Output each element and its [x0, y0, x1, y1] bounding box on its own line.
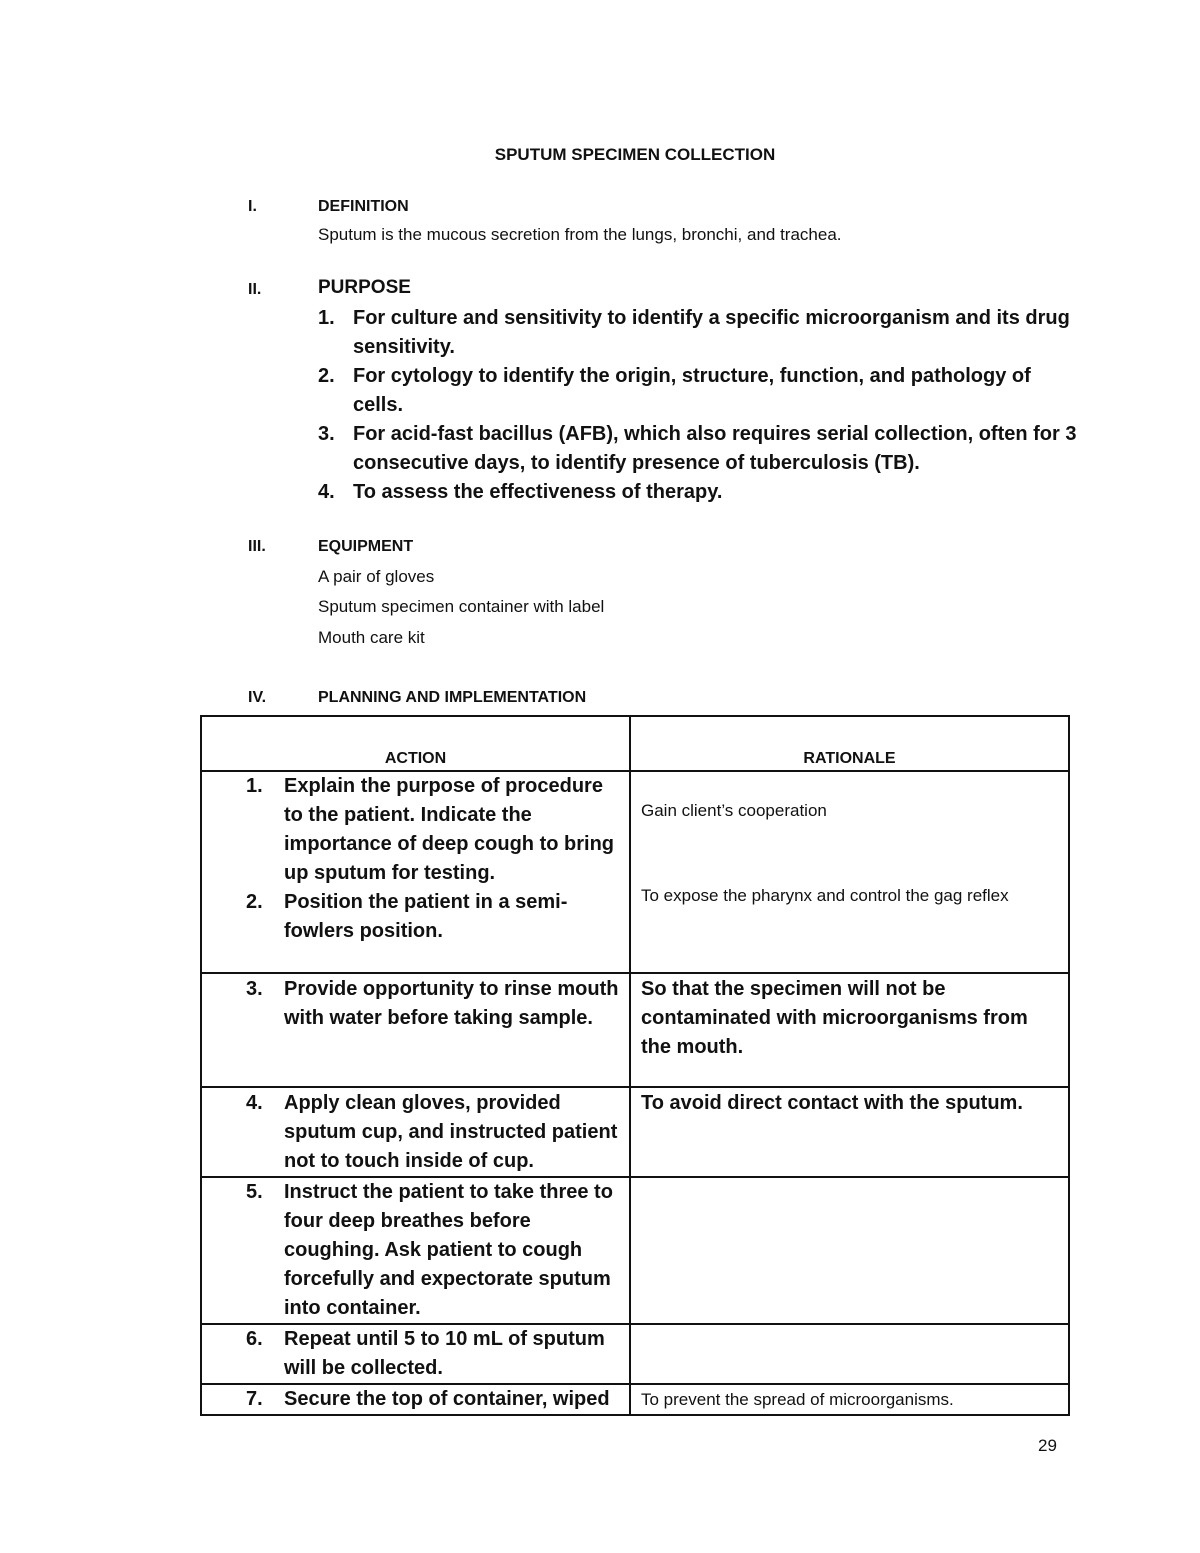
step-number: 2. — [246, 891, 263, 913]
table-row — [201, 973, 1069, 1087]
step-text: Explain the purpose of procedure to the patient. Indicate the importance of deep cough to bring up sputum for testing. — [284, 775, 614, 884]
table-row — [201, 1177, 1069, 1324]
action-step — [202, 1178, 629, 1323]
rationale-text: To prevent the spread of microorganisms. — [641, 1390, 954, 1409]
table-row — [201, 771, 1069, 973]
step-number: 3. — [246, 978, 263, 1000]
planning-table — [200, 715, 1070, 1416]
step-number: 5. — [246, 1181, 263, 1203]
purpose-item-number: 4. — [318, 481, 335, 503]
section-heading-planning: PLANNING AND IMPLEMENTATION — [318, 689, 587, 706]
rationale-text: To expose the pharynx and control the gag reflex — [641, 886, 1009, 905]
purpose-item — [318, 304, 1078, 362]
action-step — [202, 772, 629, 888]
purpose-item-text: For culture and sensitivity to identify a specific microorganism and its drug sensitivity. — [353, 307, 1070, 358]
page-number: 29 — [1038, 1436, 1057, 1455]
equipment-item: Sputum specimen container with label — [318, 597, 605, 616]
rationale-cell — [630, 1324, 1069, 1384]
equipment-item: A pair of gloves — [318, 567, 435, 586]
rationale-text: Gain client’s cooperation — [641, 801, 827, 820]
action-step — [202, 1089, 629, 1176]
purpose-item-text: For acid-fast bacillus (AFB), which also requires serial collection, often for 3 consecutive days, to identify presence of tuberculosis (TB). — [353, 423, 1077, 474]
step-number: 7. — [246, 1388, 263, 1410]
rationale-text: To avoid direct contact with the sputum. — [641, 1092, 1023, 1114]
page-title: SPUTUM SPECIMEN COLLECTION — [494, 145, 776, 164]
action-step — [202, 1385, 629, 1414]
purpose-item — [318, 478, 1078, 507]
rationale-cell — [630, 1177, 1069, 1324]
section-numeral-purpose: II. — [248, 281, 262, 298]
column-header-action: ACTION — [201, 716, 630, 771]
section-numeral-equipment: III. — [248, 538, 266, 555]
purpose-item-number: 1. — [318, 307, 335, 329]
step-text: Position the patient in a semi-fowlers position. — [284, 891, 568, 942]
action-cell — [201, 771, 630, 973]
step-number: 6. — [246, 1328, 263, 1350]
action-step — [202, 1325, 629, 1383]
table-row — [201, 1324, 1069, 1384]
step-text: Apply clean gloves, provided sputum cup, and instructed patient not to touch inside of cup. — [284, 1092, 618, 1172]
purpose-item — [318, 362, 1078, 420]
purpose-item-number: 3. — [318, 423, 335, 445]
equipment-item: Mouth care kit — [318, 628, 425, 647]
action-cell — [201, 973, 630, 1087]
section-heading-definition: DEFINITION — [318, 198, 409, 215]
step-text: Instruct the patient to take three to four deep breathes before coughing. Ask patient to cough forcefully and expectorate sputum into container. — [284, 1181, 613, 1319]
purpose-item-text: For cytology to identify the origin, structure, function, and pathology of cells. — [353, 365, 1031, 416]
table-header-row — [201, 716, 1069, 771]
action-cell — [201, 1384, 630, 1415]
rationale-cell — [630, 973, 1069, 1087]
action-step — [202, 888, 629, 946]
step-text: Repeat until 5 to 10 mL of sputum will be collected. — [284, 1328, 605, 1379]
rationale-text: So that the specimen will not be contaminated with microorganisms from the mouth. — [641, 978, 1028, 1058]
action-step — [202, 975, 629, 1033]
rationale-cell — [630, 1087, 1069, 1177]
table-row — [201, 1087, 1069, 1177]
section-heading-purpose: PURPOSE — [318, 277, 411, 298]
column-header-rationale: RATIONALE — [630, 716, 1069, 771]
section-numeral-definition: I. — [248, 198, 257, 215]
section-numeral-planning: IV. — [248, 689, 267, 706]
purpose-item-number: 2. — [318, 365, 335, 387]
table-row — [201, 1384, 1069, 1415]
purpose-item — [318, 420, 1078, 478]
rationale-cell — [630, 1384, 1069, 1415]
action-cell — [201, 1324, 630, 1384]
action-cell — [201, 1177, 630, 1324]
step-number: 4. — [246, 1092, 263, 1114]
step-text: Secure the top of container, wiped — [284, 1388, 610, 1410]
section-heading-equipment: EQUIPMENT — [318, 538, 414, 555]
action-cell — [201, 1087, 630, 1177]
purpose-item-text: To assess the effectiveness of therapy. — [353, 481, 723, 503]
step-text: Provide opportunity to rinse mouth with water before taking sample. — [284, 978, 619, 1029]
rationale-cell — [630, 771, 1069, 973]
purpose-list — [318, 304, 1078, 507]
definition-text: Sputum is the mucous secretion from the lungs, bronchi, and trachea. — [318, 225, 842, 244]
step-number: 1. — [246, 775, 263, 797]
